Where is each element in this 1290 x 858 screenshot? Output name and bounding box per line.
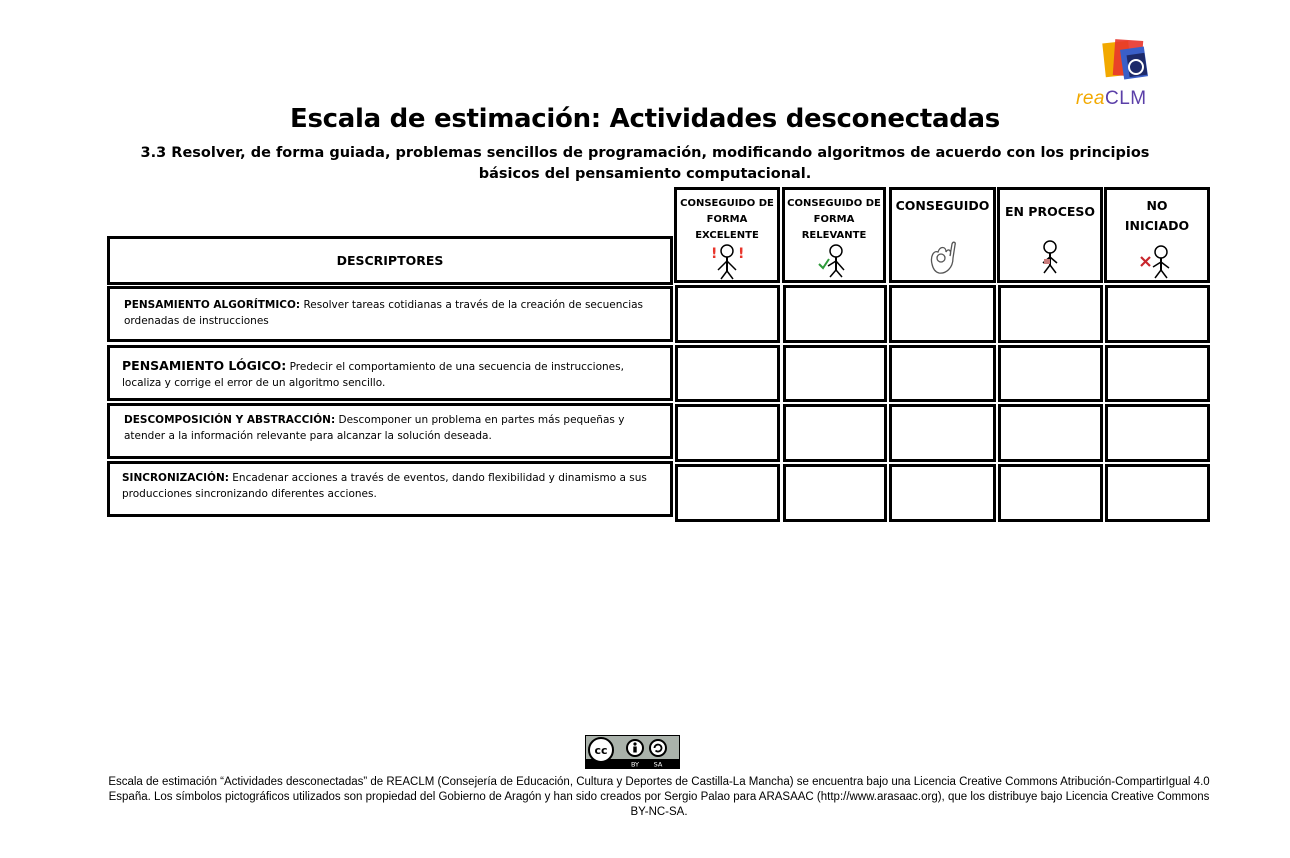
descriptor-title: SINCRONIZACIÓN: [122,472,229,484]
rating-cell[interactable] [998,345,1103,402]
rating-cell[interactable] [889,285,996,343]
rating-cell[interactable] [889,464,996,522]
reaclm-logo-text: reaCLM [1076,88,1147,109]
descriptor-row [107,286,673,342]
license-footer: Escala de estimación “Actividades desconectadas” de REACLM (Consejería de Educación, Cultura y Deportes de Castilla-La Mancha) se encuentra bajo una Licencia Creative Commons Atribución-CompartirIgual 4.0 España. Los símbolos pictográficos utilizados son propiedad del Gobierno de Aragón y han sido creados por Sergio Palao para ARASAAC (http://www.arasaac.org), que los distribuye bajo Licencia Creative Commons BY-NC-SA. [108,776,1210,818]
descriptor-title: PENSAMIENTO ALGORÍTMICO: [124,299,301,311]
rating-cell[interactable] [783,404,887,462]
rating-cell[interactable] [675,345,780,402]
rating-cell[interactable] [783,464,887,522]
rating-cell[interactable] [675,285,780,343]
descriptor-row [107,345,673,401]
level-header-in-process [997,187,1103,283]
rating-cell[interactable] [783,345,887,402]
person-excellent-icon [707,244,747,280]
rating-cell[interactable] [889,404,996,462]
level-header-achieved [889,187,996,283]
page-title: Escala de estimación: Actividades desconectadas [290,104,1000,134]
rating-cell[interactable] [1105,404,1210,462]
rating-cell[interactable] [998,285,1103,343]
cc-by-sa-license-icon [585,735,680,769]
rating-cell[interactable] [1105,345,1210,402]
rating-cell[interactable] [998,464,1103,522]
person-not-started-icon [1137,245,1177,279]
descriptor-row [107,461,673,517]
svg-text:cc: cc [594,744,608,757]
descriptor-text: Encadenar acciones a través de eventos, dando flexibilidad y dinamismo a sus producciones sincronizando diferentes acciones. [122,472,647,500]
rating-cell[interactable] [675,464,780,522]
level-label: CONSEGUIDO [895,198,990,213]
descriptor-row [107,403,673,459]
rating-cell[interactable] [1105,285,1210,343]
person-in-process-icon [1035,240,1065,274]
descriptor-title: PENSAMIENTO LÓGICO: [122,358,287,373]
level-header-excellent [674,187,780,283]
svg-text:!: ! [738,246,745,262]
page-subtitle: 3.3 Resolver, de forma guiada, problemas sencillos de programación, modificando algoritmos de acuerdo con los principios básicos del pensamiento computacional. [140,145,1150,182]
level-label: EN PROCESO [1004,204,1096,219]
descriptors-header: DESCRIPTORES [107,236,673,285]
cc-sa-label: SA [653,760,663,769]
descriptor-text: Descomponer un problema en partes más pequeñas y atender a la información relevante para alcanzar la solución deseada. [124,414,625,442]
level-label: CONSEGUIDO DE FORMA RELEVANTE [787,198,881,241]
level-label: CONSEGUIDO DE FORMA EXCELENTE [680,198,774,241]
rating-cell[interactable] [998,404,1103,462]
person-relevant-icon [814,244,854,278]
rating-cell[interactable] [783,285,887,343]
descriptor-title: DESCOMPOSICIÓN Y ABSTRACCIÓN: [124,414,336,426]
cc-by-label: BY [630,760,640,769]
level-header-relevant [782,187,886,283]
descriptor-text: Predecir el comportamiento de una secuencia de instrucciones, localiza y corrige el error de un algoritmo sencillo. [122,361,624,389]
rating-cell[interactable] [675,404,780,462]
ok-hand-icon [926,236,960,276]
level-label: NO INICIADO [1124,198,1190,233]
svg-text:!: ! [711,246,718,262]
level-header-not-started [1104,187,1210,283]
descriptor-text: Resolver tareas cotidianas a través de la creación de secuencias ordenadas de instrucciones [124,299,644,327]
rating-cell[interactable] [1105,464,1210,522]
rating-cell[interactable] [889,345,996,402]
